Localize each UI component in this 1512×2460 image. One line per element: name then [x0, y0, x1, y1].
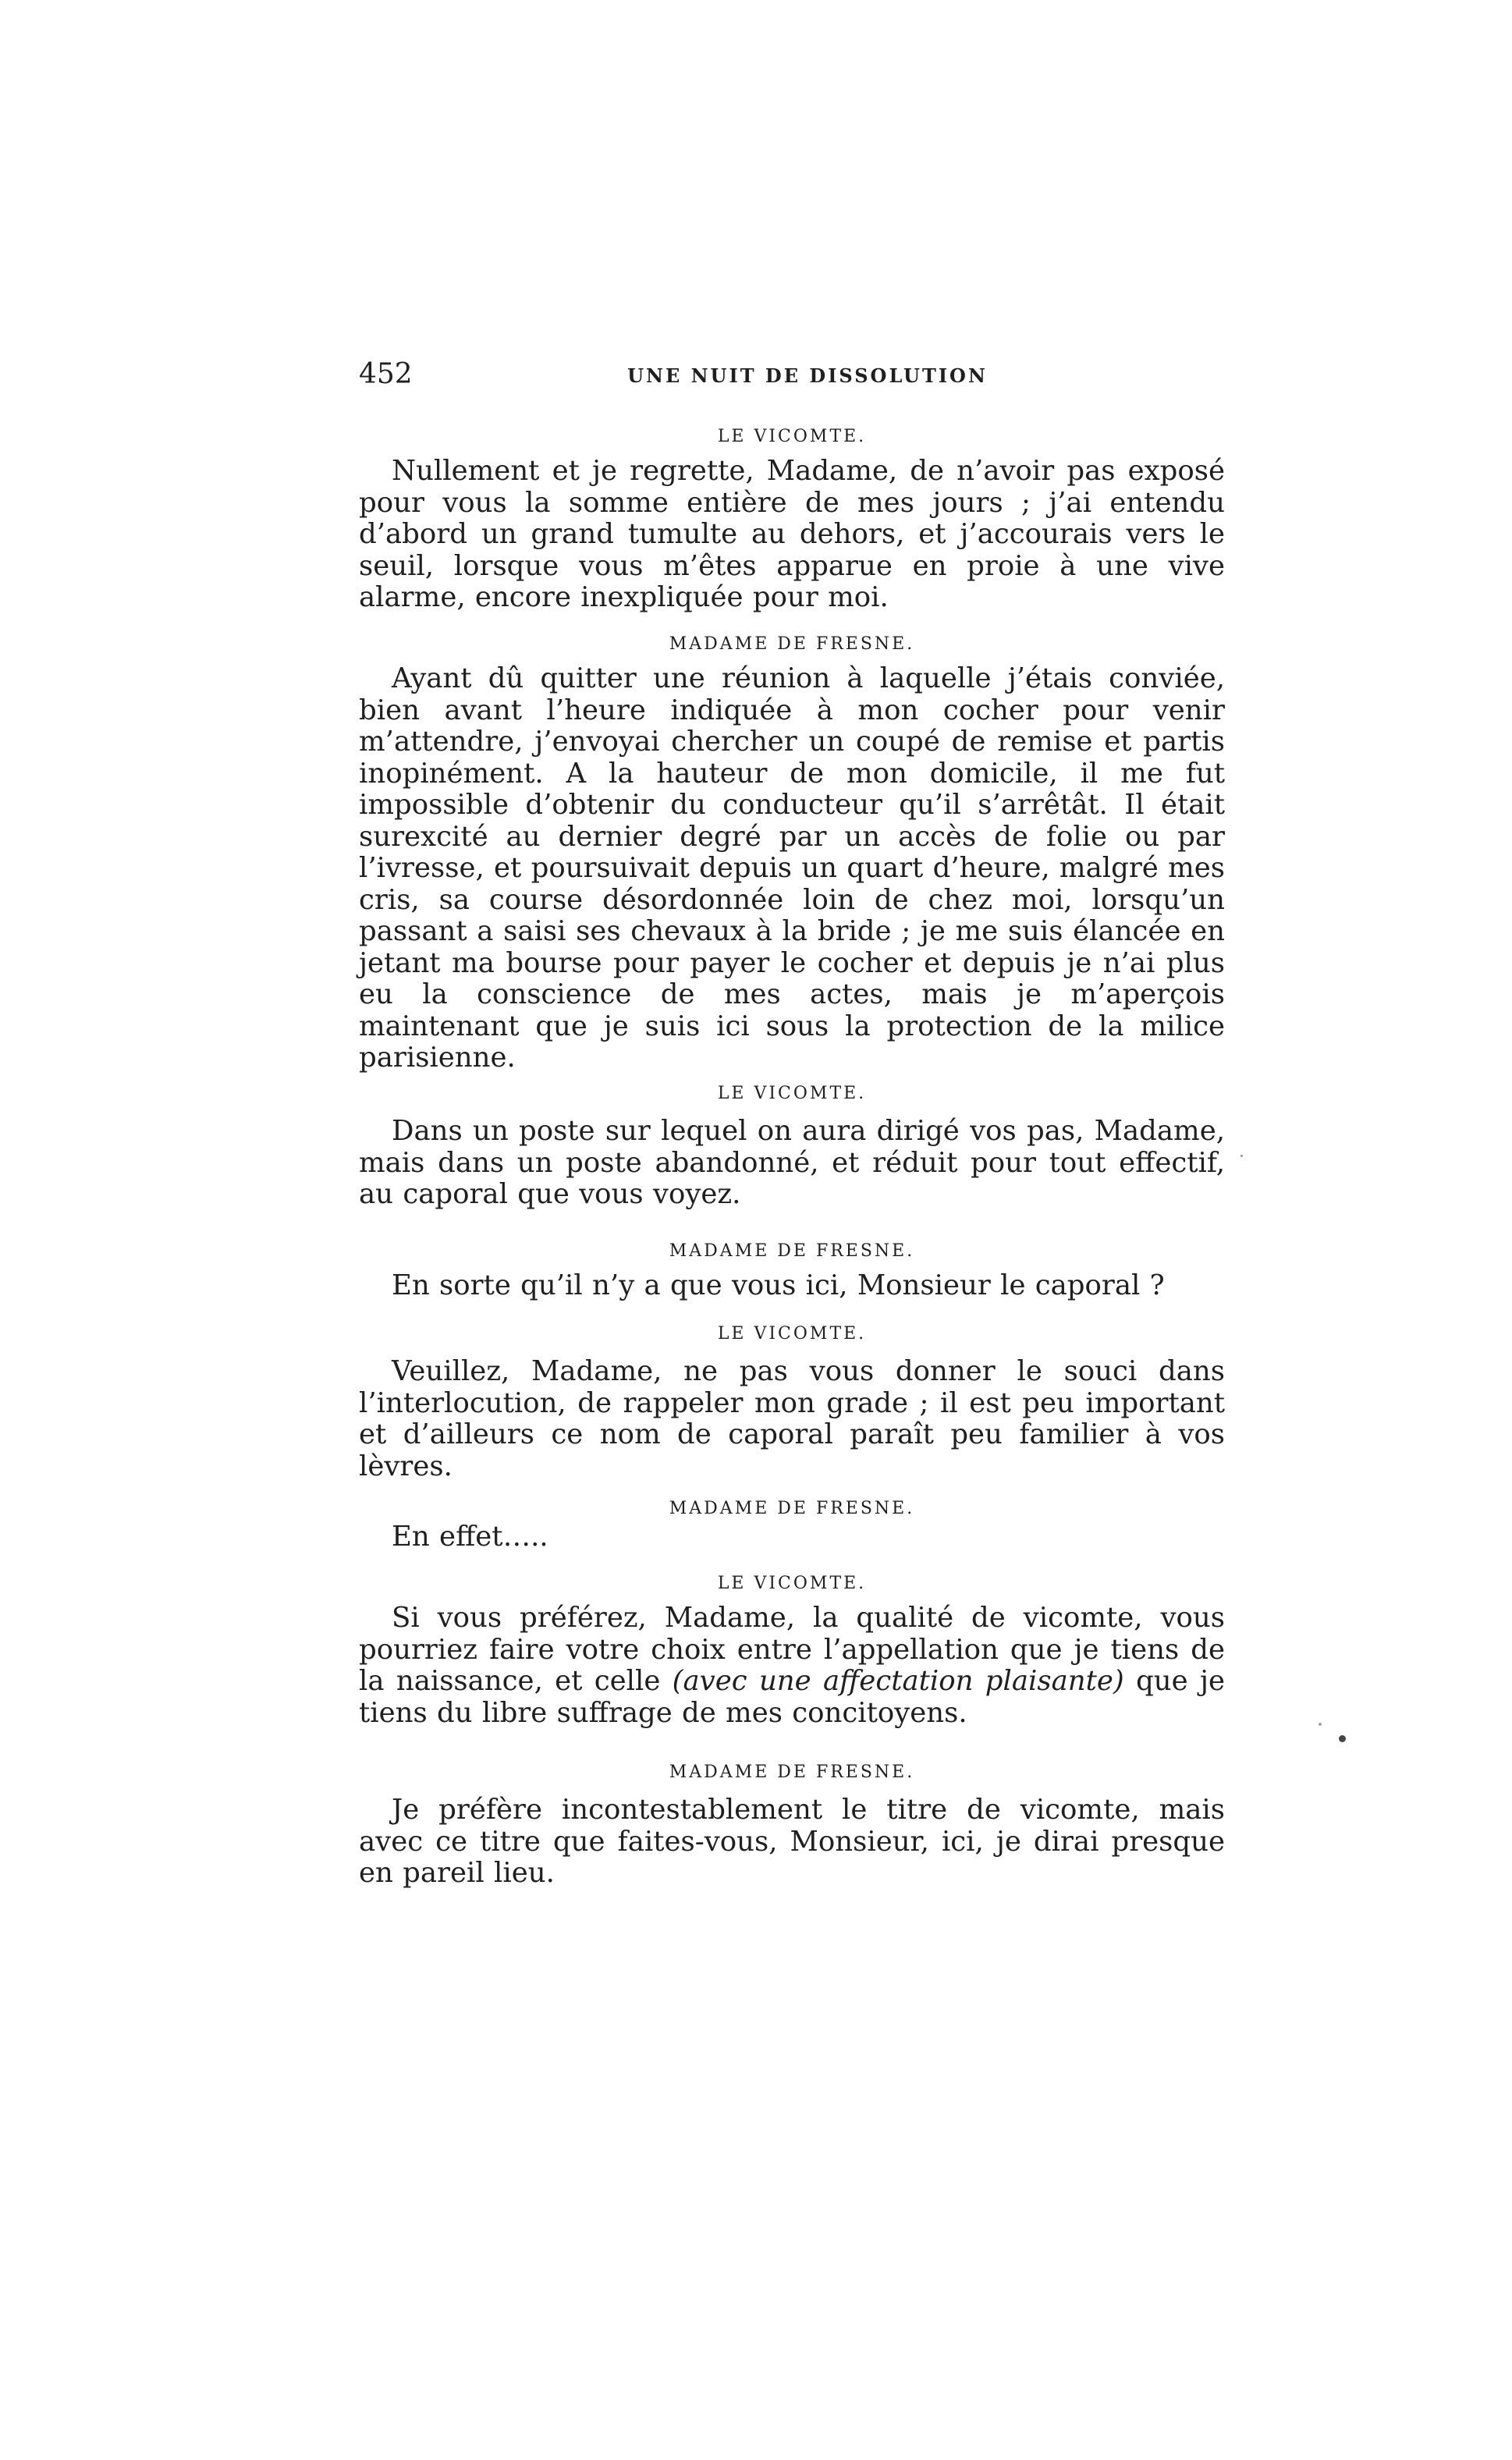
- paragraph-text: que je tiens du libre suffrage de mes concitoyens.: [359, 1665, 1225, 1729]
- dialogue-paragraph: En sorte qu’il n’y a que vous ici, Monsieur le caporal ?: [392, 1269, 1165, 1301]
- dialogue-paragraph: Dans un poste sur lequel on aura dirigé vos pas, Madame, mais dans un poste abandonné, et réduit pour tout effectif, au caporal que vous voyez.: [359, 1115, 1225, 1210]
- ink-speck: [1240, 1155, 1243, 1157]
- ink-speck: [1339, 1735, 1346, 1742]
- stage-direction: (avec une affectation plaisante): [672, 1665, 1124, 1697]
- dialogue-paragraph: [359, 1603, 1225, 1729]
- speaker-label: MADAME DE FRESNE.: [669, 634, 915, 654]
- speaker-label: LE VICOMTE.: [717, 1324, 867, 1344]
- speaker-label: LE VICOMTE.: [717, 1574, 867, 1593]
- page-number: 452: [359, 358, 413, 390]
- dialogue-paragraph: Je préfère incontestablement le titre de vicomte, mais avec ce titre que faites-vous, Monsieur, ici, je dirai presque en pareil lieu.: [359, 1794, 1225, 1889]
- speaker-label: MADAME DE FRESNE.: [669, 1241, 915, 1261]
- page-header: [359, 355, 1225, 394]
- dialogue-paragraph: Nullement et je regrette, Madame, de n’avoir pas exposé pour vous la somme entière de mes jours ; j’ai entendu d’abord un grand tumulte au dehors, et j’accourais vers le seuil, lorsque vous m’êtes apparue en proie à une vive alarme, encore inexpliquée pour moi.: [359, 455, 1225, 613]
- speaker-label: LE VICOMTE.: [717, 1084, 867, 1103]
- speaker-label: LE VICOMTE.: [717, 427, 867, 446]
- dialogue-paragraph: Veuillez, Madame, ne pas vous donner le souci dans l’interlocution, de rappeler mon grade ; il est peu important et d’ailleurs ce nom de caporal paraît peu familier à vos lèvres.: [359, 1355, 1225, 1482]
- dialogue-paragraph: Ayant dû quitter une réunion à laquelle j’étais conviée, bien avant l’heure indiquée à mon cocher pour venir m’attendre, j’envoyai chercher un coupé de remise et partis inopinément. A la hauteur de mon domicile, il me fut impossible d’obtenir du conducteur qu’il s’arrêtât. Il était surexcité au dernier degré par un accès de folie ou par l’ivresse, et poursuivait depuis un quart d’heure, malgré mes cris, sa course désordonnée loin de chez moi, lorsqu’un passant a saisi ses chevaux à la bride ; je me suis élancée en jetant ma bourse pour payer le cocher et depuis je n’ai plus eu la conscience de mes actes, mais je m’aperçois maintenant que je suis ici sous la protection de la milice parisienne.: [359, 662, 1225, 1074]
- dialogue-paragraph: En effet…..: [392, 1521, 548, 1553]
- running-title: UNE NUIT DE DISSOLUTION: [627, 364, 988, 387]
- speaker-label: MADAME DE FRESNE.: [669, 1762, 915, 1782]
- ink-speck: [1319, 1723, 1322, 1726]
- speaker-label: MADAME DE FRESNE.: [669, 1499, 915, 1518]
- paragraph-text: Si vous préférez, Madame, la qualité de vicomte, vous pourriez faire votre choix entre l’appellation que je tiens de la naissance, et celle: [359, 1602, 1225, 1697]
